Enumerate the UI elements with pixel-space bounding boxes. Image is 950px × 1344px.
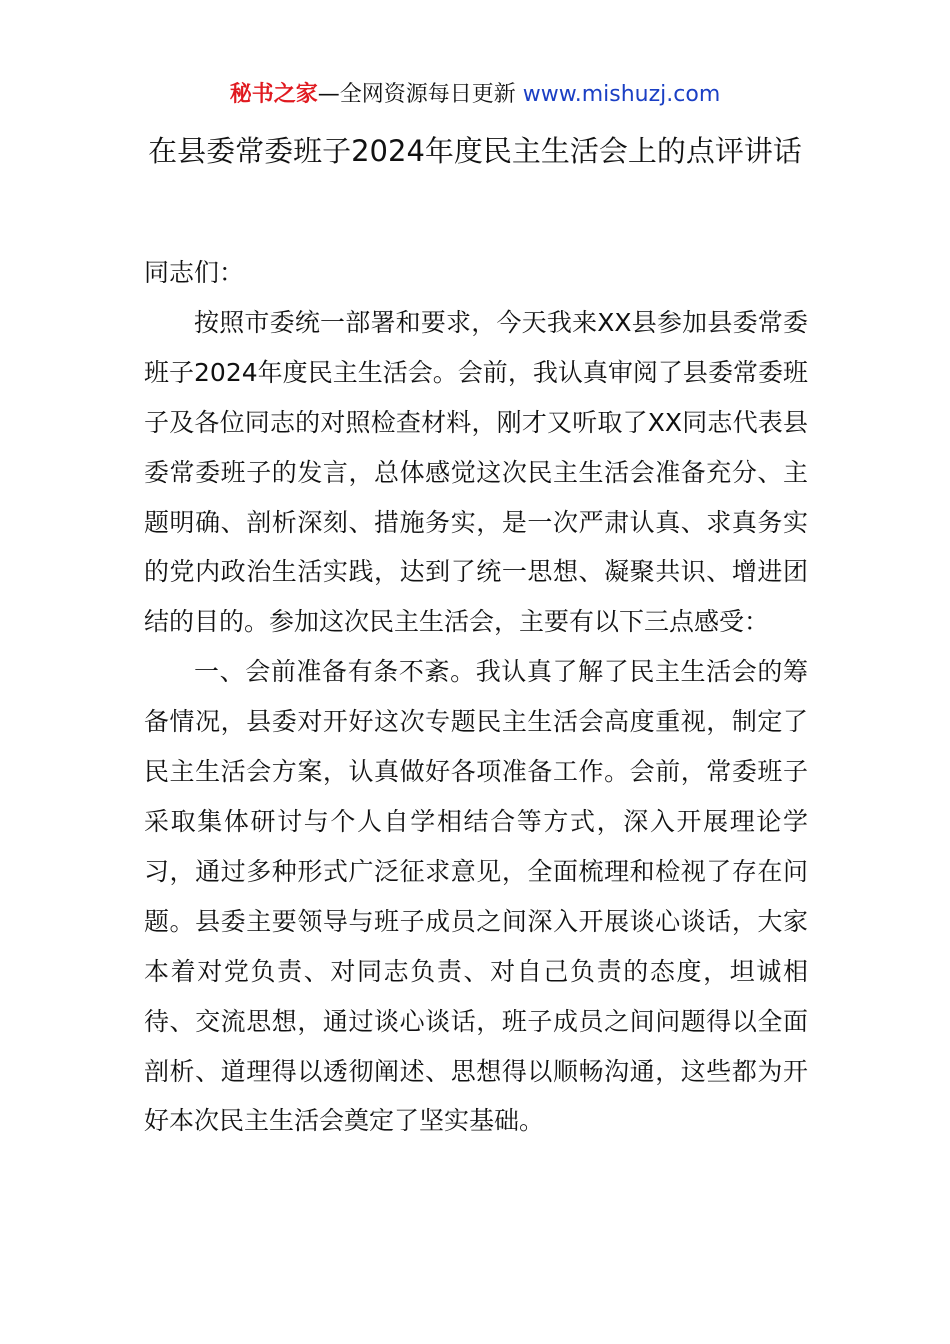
site-header — [0, 78, 950, 112]
header-tagline: —全网资源每日更新 — [317, 82, 516, 107]
brand-name: 秘书之家 — [229, 82, 318, 107]
salutation: 同志们： — [144, 258, 245, 287]
document-body — [144, 248, 808, 1146]
paragraph-intro: 按照市委统一部署和要求，今天我来XX县参加县委常委班子2024年度民主生活会。会前，我认真审阅了县委常委班子及各位同志的对照检查材料，刚才又听取了XX同志代表县委常委班子的发言，总体感觉这次民主生活会准备充分、主题明确、剖析深刻、措施务实，是一次严肃认真、求真务实的党内政治生活实践，达到了统一思想、凝聚共识、增进团结的目的。参加这次民主生活会，主要有以下三点感受： — [144, 307, 808, 637]
paragraph-point-one: 一、会前准备有条不紊。我认真了解了民主生活会的筹备情况，县委对开好这次专题民主生活会高度重视，制定了民主生活会方案，认真做好各项准备工作。会前，常委班子采取集体研讨与个人自学相结合等方式，深入开展理论学习，通过多种形式广泛征求意见，全面梳理和检视了存在问题。县委主要领导与班子成员之间深入开展谈心谈话，大家本着对党负责、对同志负责、对自己负责的态度，坦诚相待、交流思想，通过谈心谈话，班子成员之间问题得以全面剖析、道理得以透彻阐述、思想得以顺畅沟通，这些都为开好本次民主生活会奠定了坚实基础。 — [144, 657, 808, 1136]
document-title: 在县委常委班子2024年度民主生活会上的点评讲话 — [148, 134, 802, 168]
site-url-link[interactable]: www.mishuzj.com — [522, 82, 721, 107]
